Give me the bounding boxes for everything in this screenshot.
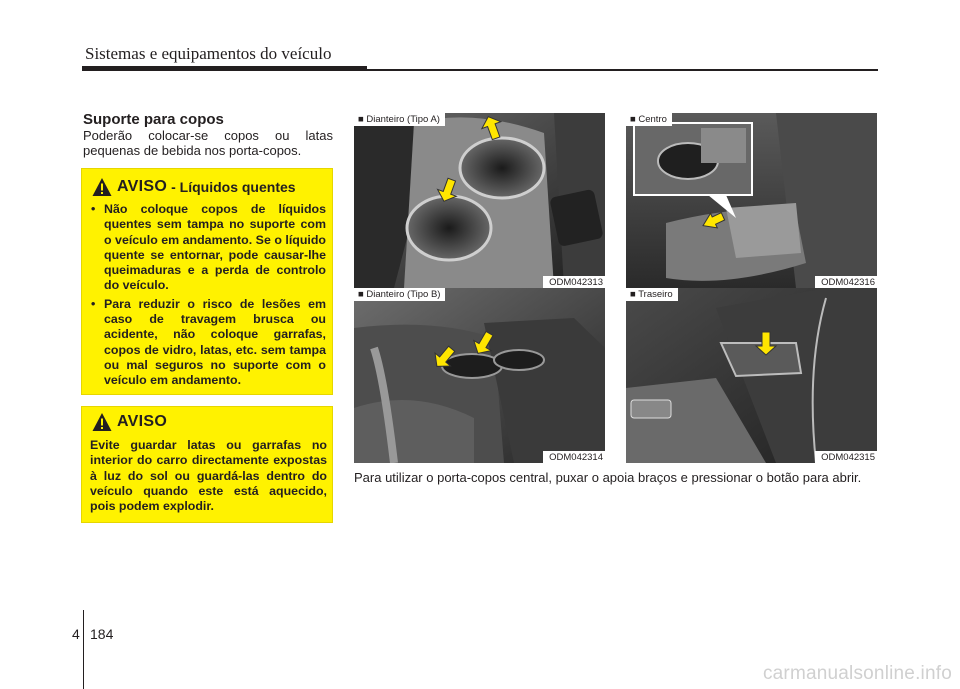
photo-caption: Para utilizar o porta-copos central, puxar o apoia braços e pressionar o botão para abrir.: [354, 470, 862, 485]
photo-code: ODM042315: [815, 451, 877, 463]
photo-code: ODM042313: [543, 276, 605, 288]
cupholder-front-type-a-illustration: [354, 113, 605, 288]
warning-title: AVISO: [117, 413, 168, 430]
chapter-number: 4: [72, 626, 80, 642]
photo-front-type-a: [354, 113, 605, 288]
warning-header: [92, 177, 296, 197]
photo-label: ■ Centro: [626, 113, 672, 126]
running-header-title: Sistemas e equipamentos do veículo: [85, 44, 332, 63]
footer-divider: [83, 610, 84, 689]
photo-label: ■ Traseiro: [626, 288, 678, 301]
watermark: carmanualsonline.info: [762, 663, 952, 684]
warning-list: [90, 202, 326, 392]
cupholder-front-type-b-illustration: [354, 288, 605, 463]
section-body: Poderão colocar-se copos ou latas pequenas de bebida nos porta-copos.: [83, 128, 333, 158]
warning-subtitle: - Líquidos quentes: [171, 179, 296, 195]
page-number: 184: [90, 626, 114, 642]
warning-title: AVISO: [117, 178, 168, 195]
photo-label: ■ Dianteiro (Tipo A): [354, 113, 445, 126]
warning-triangle-icon: [92, 412, 112, 432]
photo-code: ODM042316: [815, 276, 877, 288]
warning-list-item: • Não coloque copos de líquidos quentes sem tampa no suporte com o veículo em andamento. Se o líquido quente se entornar, pode causar-lhe queimaduras e a perda de controlo do veículo.: [91, 202, 326, 293]
warning-box-hot-liquids: [81, 168, 333, 395]
photo-code: ODM042314: [543, 451, 605, 463]
photo-label: ■ Dianteiro (Tipo B): [354, 288, 445, 301]
warning-list-item: • Para reduzir o risco de lesões em caso de travagem brusca ou acidente, não coloque garrafas, copos de vidro, latas, etc. sem tampa ou mal seguros no suporte com o veículo em andamento.: [91, 296, 326, 388]
warning-header: [92, 412, 167, 432]
cupholder-rear-illustration: [626, 288, 877, 463]
warning-triangle-icon: [92, 177, 112, 197]
photo-center: [626, 113, 877, 288]
header-rule-accent: [82, 66, 367, 71]
cupholder-center-illustration: [626, 113, 877, 288]
section-heading: Suporte para copos: [83, 111, 224, 128]
photo-rear: [626, 288, 877, 463]
photo-front-type-b: [354, 288, 605, 463]
warning-text: Evite guardar latas ou garrafas no interior do carro directamente expostas à luz do sol ou guardá-las dentro do veículo quando este está aquecido, pois podem explodir.: [90, 438, 327, 514]
warning-box-sunlight: [81, 406, 333, 523]
